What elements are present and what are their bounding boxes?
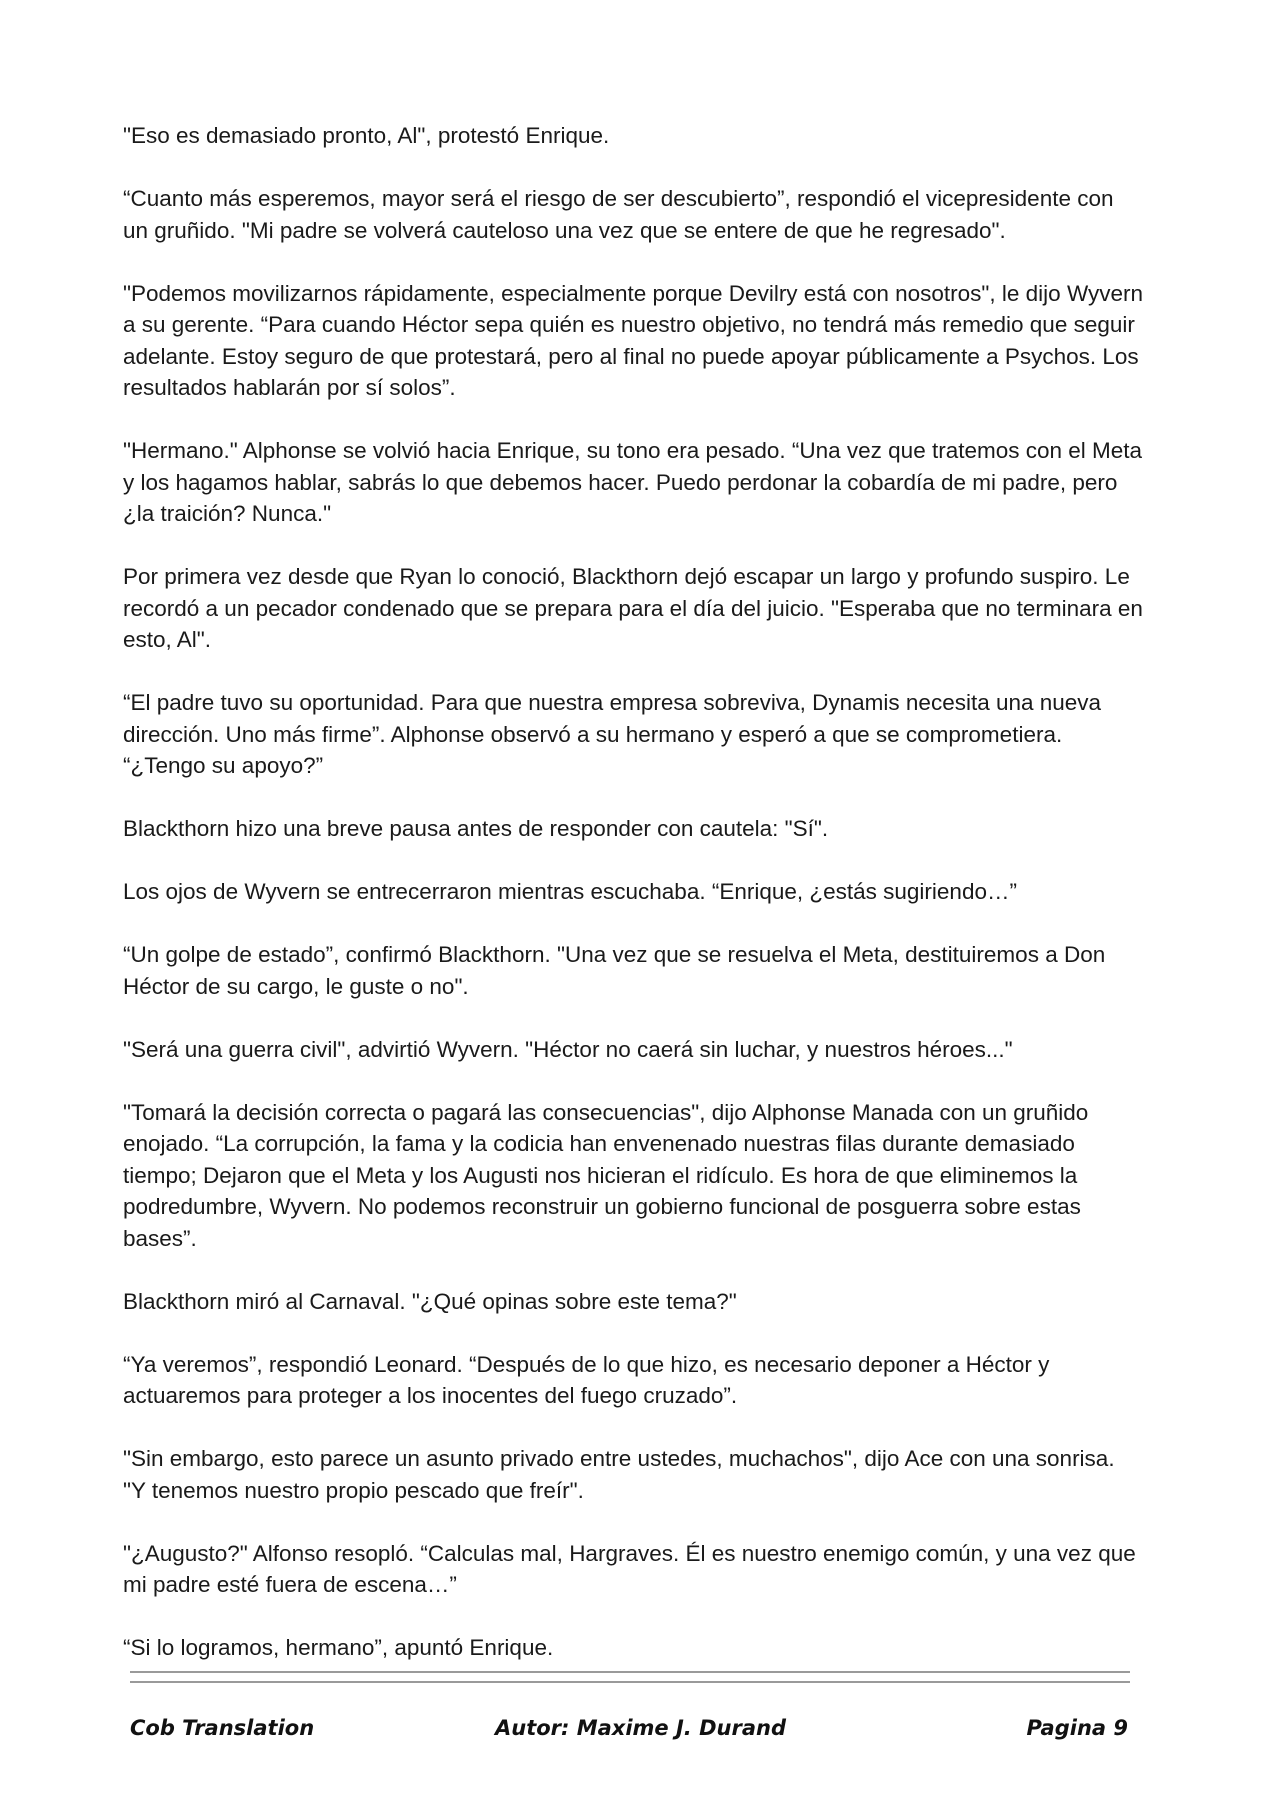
paragraph: "Podemos movilizarnos rápidamente, especialmente porque Devilry está con nosotros", le dijo Wyvern a su gerente. “Para cuando Héctor sepa quién es nuestro objetivo, no tendrá más remedio que seguir adelante. Estoy seguro de que protestará, pero al final no puede apoyar públicamente a Psychos. Los resultados hablarán por sí solos”. [123,280,1144,400]
page-footer [130,1716,1128,1748]
text-body [123,120,1143,1695]
footer-page-number: Pagina 9 [1026,1716,1128,1740]
footer-author: Autor: Maxime J. Durand [495,1716,786,1740]
paragraph: Los ojos de Wyvern se entrecerraron mientras escuchaba. “Enrique, ¿estás sugiriendo…” [123,879,1017,904]
paragraph: "Hermano." Alphonse se volvió hacia Enrique, su tono era pesado. “Una vez que tratemos con el Meta y los hagamos hablar, sabrás lo que debemos hacer. Puedo perdonar la cobardía de mi padre, pero ¿la traición? Nunca." [123,438,1143,526]
paragraph: "Eso es demasiado pronto, Al", protestó Enrique. [123,123,610,148]
paragraph: “Cuanto más esperemos, mayor será el riesgo de ser descubierto”, respondió el vicepresidente con un gruñido. "Mi padre se volverá cauteloso una vez que se entere de que he regresado". [123,186,1114,243]
paragraph: "Tomará la decisión correcta o pagará las consecuencias", dijo Alphonse Manada con un gruñido enojado. “La corrupción, la fama y la codicia han envenenado nuestras filas durante demasiado tiempo; Dejaron que el Meta y los Augusti nos hicieran el ridículo. Es hora de que eliminemos la podredumbre, Wyvern. No podemos reconstruir un gobierno funcional de posguerra sobre estas bases”. [123,1099,1089,1251]
paragraph: "Sin embargo, esto parece un asunto privado entre ustedes, muchachos", dijo Ace con una sonrisa. "Y tenemos nuestro propio pescado que freír". [123,1446,1115,1503]
paragraph: “Si lo logramos, hermano”, apuntó Enrique. [123,1635,554,1660]
footer-translator: Cob Translation [130,1716,315,1740]
paragraph: “Un golpe de estado”, confirmó Blackthorn. "Una vez que se resuelva el Meta, destituiremos a Don Héctor de su cargo, le guste o no". [123,942,1106,999]
paragraph: Blackthorn miró al Carnaval. "¿Qué opinas sobre este tema?" [123,1288,737,1314]
footer-divider-bottom [130,1681,1130,1683]
footer-divider-top [130,1671,1130,1673]
paragraph: "Será una guerra civil", advirtió Wyvern. "Héctor no caerá sin luchar, y nuestros héroes..." [123,1036,1013,1062]
paragraph: Por primera vez desde que Ryan lo conoció, Blackthorn dejó escapar un largo y profundo suspiro. Le recordó a un pecador condenado que se prepara para el día del juicio. "Esperaba que no terminara en esto, Al". [123,564,1143,652]
paragraph: “Ya veremos”, respondió Leonard. “Después de lo que hizo, es necesario deponer a Héctor y actuaremos para proteger a los inocentes del fuego cruzado”. [123,1351,1050,1408]
paragraph: “El padre tuvo su oportunidad. Para que nuestra empresa sobreviva, Dynamis necesita una nueva dirección. Uno más firme”. Alphonse observó a su hermano y esperó a que se comprometiera. “¿Tengo su apoyo?” [123,690,1102,778]
paragraph: Blackthorn hizo una breve pausa antes de responder con cautela: "Sí". [123,816,829,841]
paragraph: "¿Augusto?" Alfonso resopló. “Calculas mal, Hargraves. Él es nuestro enemigo común, y una vez que mi padre esté fuera de escena…” [123,1540,1136,1597]
